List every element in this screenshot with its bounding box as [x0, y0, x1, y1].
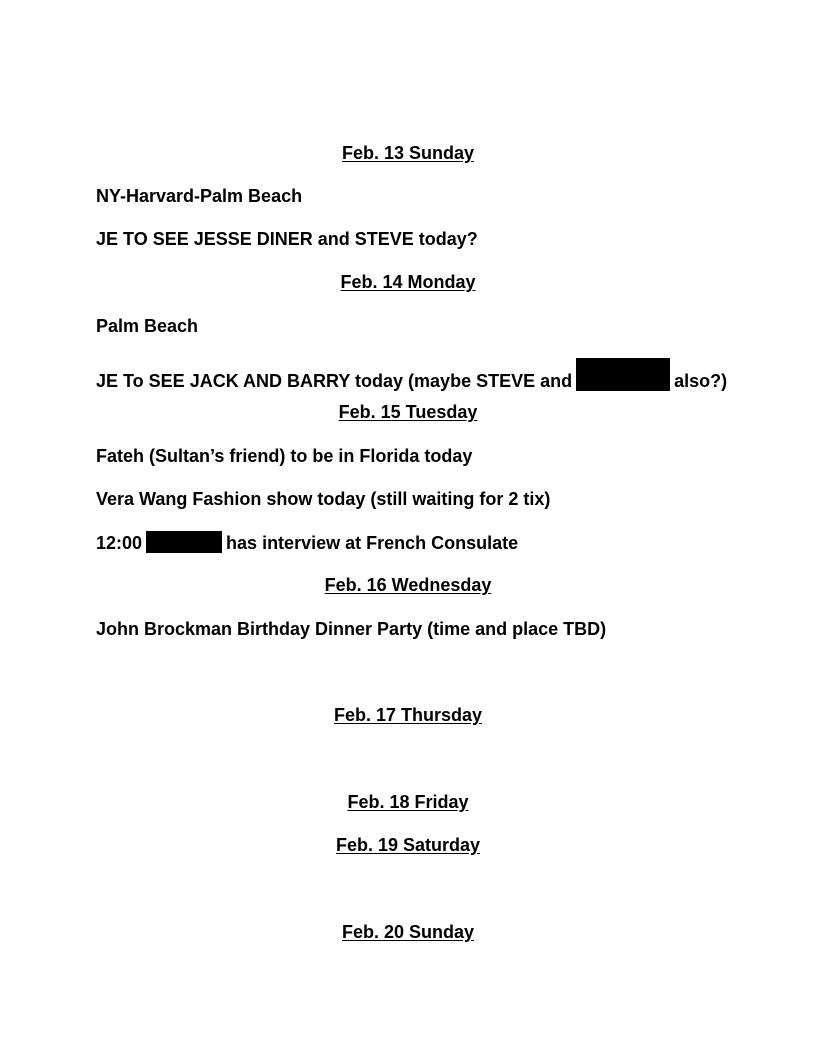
entry-visitor: Fateh (Sultan’s friend) to be in Florida today [96, 446, 473, 466]
day-heading-feb-13: Feb. 13 Sunday [341, 143, 475, 163]
day-heading-feb-19: Feb. 19 Saturday [335, 835, 481, 855]
entry-location: Palm Beach [96, 316, 199, 336]
entry-meeting-redacted [96, 358, 727, 392]
entry-fashion-show: Vera Wang Fashion show today (still waiting for 2 tix) [96, 489, 551, 509]
entry-text-after-redaction: also?) [674, 371, 728, 391]
entry-location: NY-Harvard-Palm Beach [96, 186, 303, 206]
entry-text-before-redaction: JE To SEE JACK AND BARRY today (maybe STEVE and [96, 371, 573, 391]
redaction-block [576, 358, 670, 391]
day-heading-feb-20: Feb. 20 Sunday [341, 922, 475, 942]
day-heading-feb-17: Feb. 17 Thursday [333, 705, 483, 725]
entry-text-after-redaction: has interview at French Consulate [226, 533, 519, 553]
entry-meeting: JE TO SEE JESSE DINER and STEVE today? [96, 229, 478, 249]
redaction-block [146, 531, 222, 553]
day-heading-feb-15: Feb. 15 Tuesday [338, 402, 478, 422]
entry-interview-redacted [96, 531, 518, 554]
entry-birthday-party: John Brockman Birthday Dinner Party (time and place TBD) [96, 619, 607, 639]
entry-time: 12:00 [96, 533, 143, 553]
day-heading-feb-16: Feb. 16 Wednesday [324, 575, 492, 595]
day-heading-feb-14: Feb. 14 Monday [340, 272, 476, 292]
day-heading-feb-18: Feb. 18 Friday [347, 792, 469, 812]
